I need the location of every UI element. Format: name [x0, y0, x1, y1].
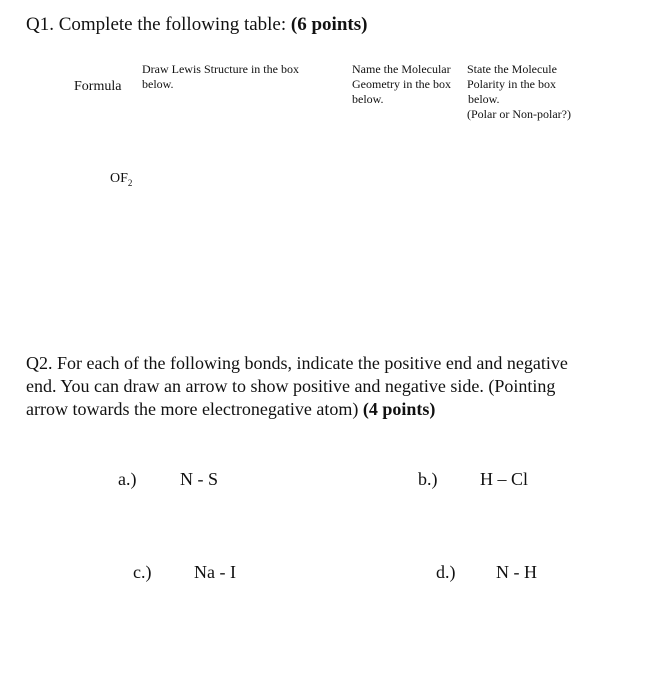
bond-d-letter: d.)	[436, 562, 456, 582]
header-lewis-line1: Draw Lewis Structure in the box	[142, 62, 299, 76]
q1-title-text: Q1. Complete the following table:	[26, 14, 287, 35]
q2-points: (4 points)	[362, 399, 436, 419]
bond-a-letter: a.)	[118, 469, 137, 489]
q2-text: Q2. For each of the following bonds, indicate the positive end and negative end. You can draw an arrow to show positive and negative side. (Pointing arrow towards the more electronegative atom)	[26, 353, 568, 419]
bond-a-text: N - S	[180, 469, 219, 489]
formula-subscript: 2	[127, 177, 133, 188]
bond-b-text: H – Cl	[480, 469, 529, 489]
q2-prompt	[26, 352, 586, 421]
formula-of2	[110, 171, 132, 188]
header-polarity-line1: State the Molecule	[467, 62, 557, 76]
header-polarity-hint: (Polar or Non-polar?)	[467, 107, 571, 121]
header-geometry-line2: Geometry in the box	[352, 77, 451, 91]
bond-c-letter: c.)	[133, 562, 152, 582]
header-geometry-line3: below.	[352, 92, 384, 106]
q1-title	[26, 14, 367, 36]
bond-d-text: N - H	[496, 562, 537, 582]
bond-c-text: Na - I	[194, 562, 236, 582]
header-polarity-line3: below.	[468, 92, 500, 106]
header-molecular-geometry	[352, 62, 451, 107]
header-lewis-structure	[142, 62, 299, 92]
header-polarity-line2: Polarity in the box	[467, 77, 556, 91]
header-lewis-line2: below.	[142, 77, 174, 91]
header-formula: Formula	[74, 79, 122, 94]
formula-base: OF	[110, 171, 128, 186]
header-geometry-line1: Name the Molecular	[352, 62, 451, 76]
header-molecule-polarity	[467, 62, 571, 122]
q1-points: (6 points)	[290, 14, 368, 35]
bond-b-letter: b.)	[418, 469, 438, 489]
